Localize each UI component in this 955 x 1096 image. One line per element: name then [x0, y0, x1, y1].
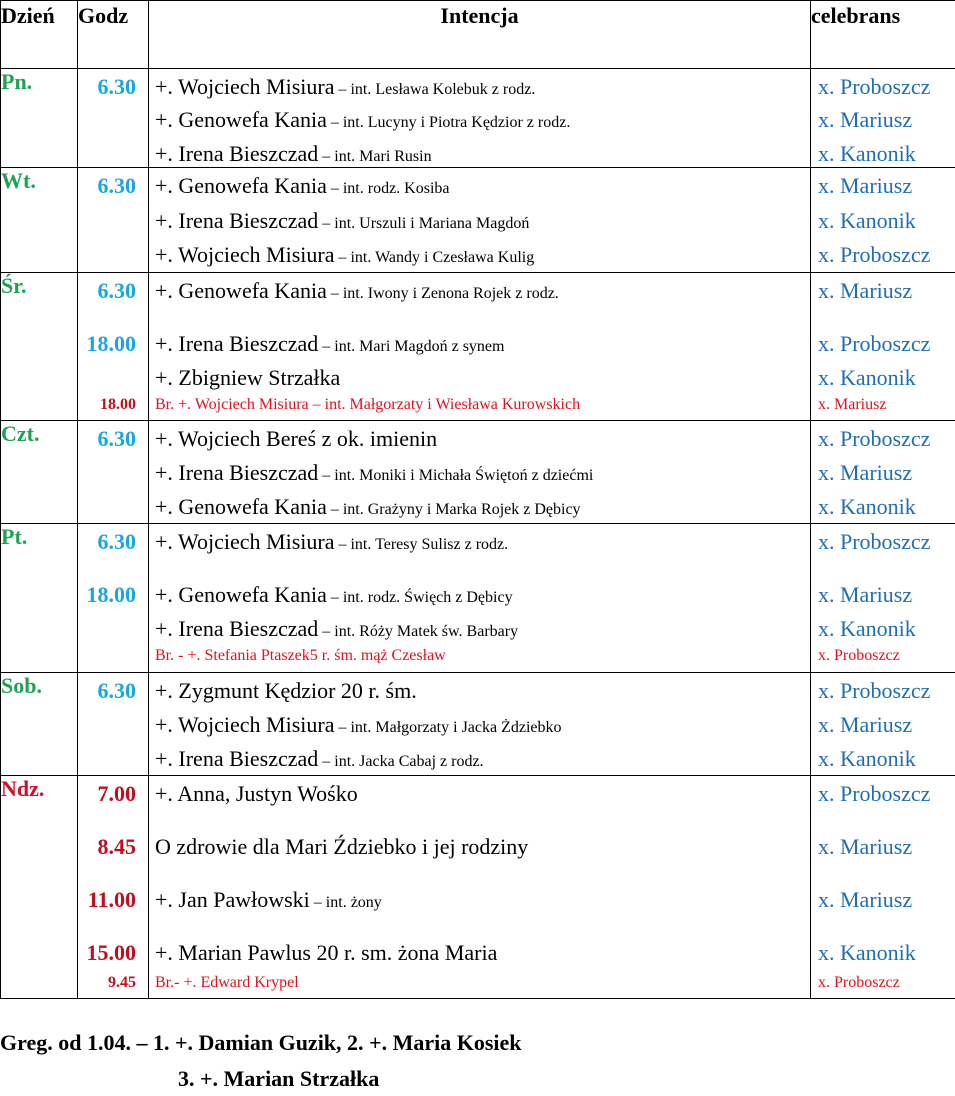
hour-cell: [78, 273, 149, 421]
intention-text: +. Wojciech Misiura: [155, 74, 335, 99]
celebrant-name: x. Proboszcz: [818, 974, 900, 991]
celebrant-name: x. Proboszcz: [818, 781, 931, 806]
intention-cell: [149, 524, 811, 673]
celebrant-name: x. Mariusz: [818, 107, 913, 132]
intention-text: +. Jan Pawłowski: [155, 887, 310, 912]
mass-hour: 6.30: [97, 426, 136, 451]
intention-cell: [149, 776, 811, 999]
intention-line: [149, 611, 810, 641]
intention-text: +. Irena Bieszczad: [155, 616, 319, 641]
day-label: Pt.: [1, 524, 78, 673]
gregorian-masses-line-2: 3. +. Marian Strzałka: [178, 1066, 380, 1091]
header-hour: Godz: [78, 1, 149, 69]
intention-requester: – int. żony: [309, 894, 382, 911]
celebrant-name: x. Proboszcz: [818, 331, 931, 356]
intention-text: Br. +. Wojciech Misiura – int. Małgorzaty i Wiesława Kurowskich: [155, 396, 581, 413]
celebrant-name: x. Kanonik: [818, 141, 916, 166]
intention-line: [149, 69, 810, 102]
intention-line: [149, 776, 810, 829]
intention-text: +. Genowefa Kania: [155, 107, 327, 132]
intention-requester: – int. Lesława Kolebuk z rodz.: [334, 81, 536, 98]
celebrant-cell: [811, 69, 955, 168]
intention-text: +. Irena Bieszczad: [155, 208, 319, 233]
intention-line: [149, 421, 810, 455]
intention-requester: – int. Mari Magdoń z synem: [318, 338, 505, 355]
intention-cell: [149, 421, 811, 524]
celebrant-name: x. Proboszcz: [818, 242, 931, 267]
day-label: Pn.: [1, 69, 78, 168]
intention-requester: – int. rodz. Święch z Dębicy: [326, 589, 513, 606]
celebrant-name: x. Mariusz: [818, 712, 913, 737]
intention-cell: [149, 273, 811, 421]
celebrant-name: x. Kanonik: [818, 494, 916, 519]
intention-line: [149, 390, 810, 420]
intention-line: [149, 273, 810, 326]
celebrant-name: x. Kanonik: [818, 208, 916, 233]
day-row: [1, 273, 955, 421]
day-row: [1, 421, 955, 524]
celebrant-name: x. Mariusz: [818, 582, 913, 607]
day-label: Ndz.: [1, 776, 78, 999]
celebrant-cell: [811, 776, 955, 999]
mass-hour: [78, 360, 136, 390]
intention-text: +. Genowefa Kania: [155, 173, 327, 198]
intention-requester: – int. Lucyny i Piotra Kędzior z rodz.: [326, 114, 571, 131]
mass-hour: 8.45: [97, 834, 136, 859]
mass-hour: 6.30: [97, 173, 136, 198]
intention-text: O zdrowie dla Mari Ździebko i jej rodziny: [155, 834, 529, 859]
intention-line: [149, 829, 810, 882]
hour-cell: [78, 421, 149, 524]
intention-line: [149, 968, 810, 998]
intention-text: +. Irena Bieszczad: [155, 746, 319, 771]
mass-hour: 9.45: [108, 974, 136, 991]
intention-cell: [149, 69, 811, 168]
intention-text: +. Genowefa Kania: [155, 278, 327, 303]
celebrant-name: x. Kanonik: [818, 365, 916, 390]
hour-cell: [78, 168, 149, 273]
intention-requester: – int. Małgorzaty i Jacka Żdziebko: [334, 719, 562, 736]
mass-hour: 18.00: [86, 582, 136, 607]
mass-hour: 18.00: [100, 396, 136, 413]
intention-requester: – int. Teresy Sulisz z rodz.: [334, 536, 509, 553]
intention-text: Br.- +. Edward Krypel: [155, 974, 299, 991]
mass-hour: 6.30: [97, 278, 136, 303]
intention-requester: – int. Wandy i Czesława Kulig: [334, 249, 535, 266]
mass-hour: 6.30: [97, 678, 136, 703]
intention-line: [149, 641, 810, 672]
mass-hour: 6.30: [97, 529, 136, 554]
celebrant-name: x. Proboszcz: [818, 74, 931, 99]
hour-cell: [78, 776, 149, 999]
intention-line: [149, 455, 810, 489]
celebrant-name: x. Mariusz: [818, 887, 913, 912]
intention-line: [149, 741, 810, 775]
mass-hour: [78, 136, 136, 167]
celebrant-name: x. Kanonik: [818, 616, 916, 641]
header-intention: Intencja: [149, 1, 811, 69]
celebrant-cell: [811, 673, 955, 776]
hour-cell: [78, 673, 149, 776]
intention-cell: [149, 168, 811, 273]
mass-hour: [78, 489, 136, 523]
day-label: Sob.: [1, 673, 78, 776]
intention-requester: – int. Urszuli i Mariana Magdoń: [318, 215, 530, 232]
day-row: [1, 776, 955, 999]
mass-hour: [78, 237, 136, 272]
intention-line: [149, 707, 810, 741]
mass-hour: [78, 455, 136, 489]
intention-text: +. Genowefa Kania: [155, 582, 327, 607]
mass-hour: [78, 707, 136, 741]
intention-text: +. Zbigniew Strzałka: [155, 365, 341, 390]
intention-line: [149, 935, 810, 968]
celebrant-name: x. Mariusz: [818, 173, 913, 198]
header-day: Dzień: [1, 1, 78, 69]
gregorian-masses-line-1: Greg. od 1.04. – 1. +. Damian Guzik, 2. +. Maria Kosiek: [0, 1030, 522, 1055]
intention-line: [149, 524, 810, 577]
intention-text: +. Wojciech Misiura: [155, 712, 335, 737]
intention-line: [149, 577, 810, 611]
celebrant-name: x. Mariusz: [818, 278, 913, 303]
intention-text: +. Wojciech Misiura: [155, 242, 335, 267]
celebrant-name: x. Mariusz: [818, 460, 913, 485]
intention-line: [149, 136, 810, 167]
intention-text: +. Anna, Justyn Wośko: [155, 781, 358, 806]
mass-hour: [78, 102, 136, 136]
mass-hour: 15.00: [86, 940, 136, 965]
intention-cell: [149, 673, 811, 776]
celebrant-name: x. Proboszcz: [818, 678, 931, 703]
celebrant-cell: [811, 421, 955, 524]
celebrant-name: x. Mariusz: [818, 834, 913, 859]
mass-hour: [78, 741, 136, 775]
celebrant-name: x. Proboszcz: [818, 426, 931, 451]
day-label: Czt.: [1, 421, 78, 524]
celebrant-name: x. Kanonik: [818, 940, 916, 965]
hour-cell: [78, 69, 149, 168]
mass-hour: 11.00: [87, 887, 136, 912]
day-row: [1, 524, 955, 673]
celebrant-cell: [811, 168, 955, 273]
intention-text: +. Irena Bieszczad: [155, 331, 319, 356]
intention-text: +. Marian Pawlus 20 r. sm. żona Maria: [155, 940, 498, 965]
day-row: [1, 69, 955, 168]
intention-line: [149, 203, 810, 237]
hour-cell: [78, 524, 149, 673]
celebrant-name: x. Proboszcz: [818, 529, 931, 554]
intention-text: +. Wojciech Bereś z ok. imienin: [155, 426, 438, 451]
intention-text: Br. - +. Stefania Ptaszek5 r. śm. mąż Czesław: [155, 647, 446, 664]
celebrant-name: x. Kanonik: [818, 746, 916, 771]
day-row: [1, 168, 955, 273]
intention-requester: – int. Mari Rusin: [318, 148, 432, 165]
mass-hour: [78, 611, 136, 641]
intention-line: [149, 673, 810, 707]
day-label: Wt.: [1, 168, 78, 273]
intention-text: +. Irena Bieszczad: [155, 460, 319, 485]
day-row: [1, 673, 955, 776]
intention-line: [149, 882, 810, 935]
header-celebrant: celebrans: [811, 1, 955, 69]
intention-line: [149, 168, 810, 203]
intention-requester: – int. Moniki i Michała Świętoń z dziećmi: [318, 467, 594, 484]
intention-line: [149, 237, 810, 272]
table-header-row: [1, 1, 955, 69]
intention-text: +. Irena Bieszczad: [155, 141, 319, 166]
intention-line: [149, 360, 810, 390]
mass-hour: [78, 203, 136, 237]
intention-text: +. Genowefa Kania: [155, 494, 327, 519]
celebrant-cell: [811, 524, 955, 673]
celebrant-cell: [811, 273, 955, 421]
mass-hour: 18.00: [86, 331, 136, 356]
mass-hour: 7.00: [97, 781, 136, 806]
intention-line: [149, 326, 810, 360]
intention-requester: – int. rodz. Kosiba: [326, 180, 450, 197]
intention-text: +. Zygmunt Kędzior 20 r. śm.: [155, 678, 417, 703]
mass-hour: 6.30: [97, 74, 136, 99]
celebrant-name: x. Proboszcz: [818, 647, 900, 664]
intention-requester: – int. Iwony i Zenona Rojek z rodz.: [326, 285, 559, 302]
intention-requester: – int. Jacka Cabaj z rodz.: [318, 753, 484, 770]
intention-line: [149, 102, 810, 136]
day-label: Śr.: [1, 273, 78, 421]
intention-line: [149, 489, 810, 523]
intention-requester: – int. Róży Matek św. Barbary: [318, 623, 519, 640]
mass-hour: [78, 641, 136, 672]
celebrant-name: x. Mariusz: [818, 396, 887, 413]
intention-text: +. Wojciech Misiura: [155, 529, 335, 554]
intention-requester: – int. Grażyny i Marka Rojek z Dębicy: [326, 501, 581, 518]
